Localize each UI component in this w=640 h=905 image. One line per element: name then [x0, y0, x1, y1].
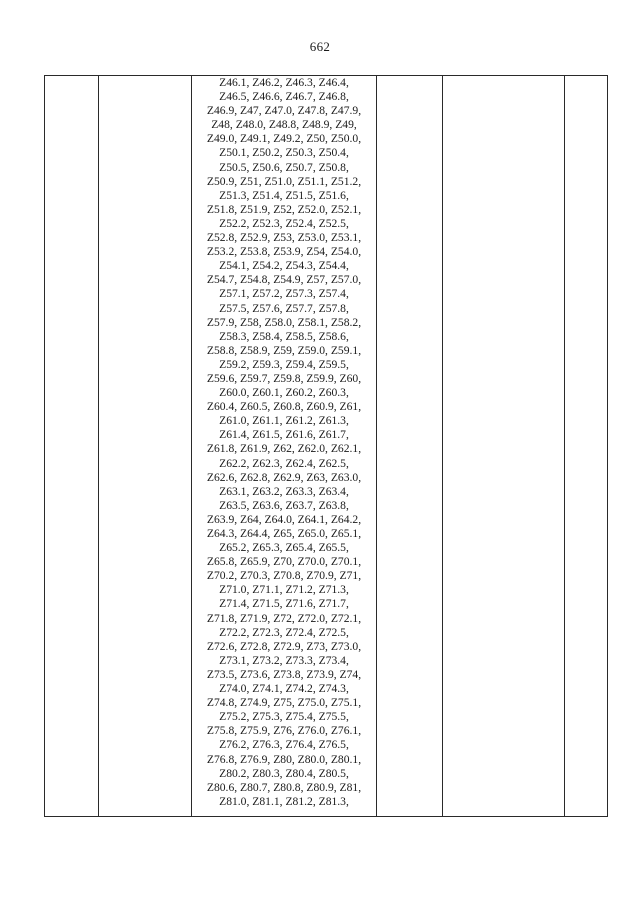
code-line: Z64.3, Z64.4, Z65, Z65.0, Z65.1, [206, 527, 362, 540]
code-line: Z71.8, Z71.9, Z72, Z72.0, Z72.1, [206, 611, 362, 625]
code-line: Z52.2, Z52.3, Z52.4, Z52.5, [219, 216, 349, 230]
code-line: Z50.1, Z50.2, Z50.3, Z50.4, [219, 146, 349, 160]
table-cell-col1 [45, 76, 99, 817]
code-line: Z65.8, Z65.9, Z70, Z70.0, Z70.1, [206, 555, 362, 569]
code-line: Z52.8, Z52.9, Z53, Z53.0, Z53.1, [206, 231, 362, 245]
code-line: Z59.6, Z59.7, Z59.8, Z59.9, Z60, [206, 371, 362, 385]
code-line: Z54.7, Z54.8, Z54.9, Z57, Z57.0, [206, 273, 362, 287]
code-line: Z63.9, Z64, Z64.0, Z64.1, Z64.2, [206, 512, 362, 526]
code-line: Z46.1, Z46.2, Z46.3, Z46.4, [219, 76, 349, 89]
code-line: Z76.8, Z76.9, Z80, Z80.0, Z80.1, [206, 752, 362, 766]
code-line: Z74.0, Z74.1, Z74.2, Z74.3, [219, 682, 349, 696]
code-line: Z59.2, Z59.3, Z59.4, Z59.5, [219, 357, 349, 371]
code-line: Z72.6, Z72.8, Z72.9, Z73, Z73.0, [206, 639, 362, 653]
code-line: Z63.1, Z63.2, Z63.3, Z63.4, [219, 484, 349, 498]
code-line: Z61.8, Z61.9, Z62, Z62.0, Z62.1, [206, 442, 362, 456]
code-line: Z50.9, Z51, Z51.0, Z51.1, Z51.2, [206, 174, 362, 188]
table-row [45, 76, 608, 817]
code-line: Z74.8, Z74.9, Z75, Z75.0, Z75.1, [206, 696, 362, 710]
code-line: Z70.2, Z70.3, Z70.8, Z70.9, Z71, [206, 569, 362, 583]
code-line: Z76.2, Z76.3, Z76.4, Z76.5, [219, 738, 349, 752]
code-line: Z46.9, Z47, Z47.0, Z47.8, Z47.9, [206, 104, 362, 118]
code-line: Z50.5, Z50.6, Z50.7, Z50.8, [219, 160, 349, 174]
code-line: Z51.8, Z51.9, Z52, Z52.0, Z52.1, [206, 202, 362, 216]
code-line: Z53.2, Z53.8, Z53.9, Z54, Z54.0, [206, 245, 362, 259]
code-line: Z46.5, Z46.6, Z46.7, Z46.8, [219, 90, 349, 104]
code-line: Z62.2, Z62.3, Z62.4, Z62.5, [219, 456, 349, 470]
code-line: Z80.2, Z80.3, Z80.4, Z80.5, [219, 766, 349, 780]
code-line: Z73.5, Z73.6, Z73.8, Z73.9, Z74, [206, 667, 362, 681]
code-line: Z75.8, Z75.9, Z76, Z76.0, Z76.1, [206, 724, 362, 738]
code-line: Z72.2, Z72.3, Z72.4, Z72.5, [219, 625, 349, 639]
code-line: Z57.1, Z57.2, Z57.3, Z57.4, [219, 287, 349, 301]
table-cell-col5 [443, 76, 565, 817]
table-cell-col2 [99, 76, 192, 817]
code-line: Z61.0, Z61.1, Z61.2, Z61.3, [219, 414, 349, 428]
table-cell-col6 [565, 76, 608, 817]
code-line: Z60.4, Z60.5, Z60.8, Z60.9, Z61, [206, 400, 362, 414]
code-line: Z71.0, Z71.1, Z71.2, Z71.3, [219, 583, 349, 597]
code-line: Z63.5, Z63.6, Z63.7, Z63.8, [219, 498, 349, 512]
code-line: Z60.0, Z60.1, Z60.2, Z60.3, [219, 386, 349, 400]
code-line: Z57.5, Z57.6, Z57.7, Z57.8, [219, 301, 349, 315]
code-line: Z54.1, Z54.2, Z54.3, Z54.4, [219, 259, 349, 273]
code-line: Z75.2, Z75.3, Z75.4, Z75.5, [219, 710, 349, 724]
code-line: Z62.6, Z62.8, Z62.9, Z63, Z63.0, [206, 470, 362, 484]
code-line: Z65.2, Z65.3, Z65.4, Z65.5, [219, 541, 349, 555]
code-line: Z51.3, Z51.4, Z51.5, Z51.6, [219, 188, 349, 202]
page-number: 662 [309, 39, 331, 54]
code-line: Z81.0, Z81.1, Z81.2, Z81.3, [219, 794, 349, 808]
code-line: Z58.3, Z58.4, Z58.5, Z58.6, [219, 329, 349, 343]
codes-table [44, 75, 608, 817]
code-line: Z73.1, Z73.2, Z73.3, Z73.4, [219, 653, 349, 667]
code-line: Z61.4, Z61.5, Z61.6, Z61.7, [219, 428, 349, 442]
diagnosis-codes-cell [192, 76, 377, 817]
code-line: Z80.6, Z80.7, Z80.8, Z80.9, Z81, [206, 780, 362, 794]
code-line: Z48, Z48.0, Z48.8, Z48.9, Z49, [211, 118, 357, 132]
code-line: Z71.4, Z71.5, Z71.6, Z71.7, [219, 597, 349, 611]
code-line: Z58.8, Z58.9, Z59, Z59.0, Z59.1, [206, 343, 362, 357]
code-line: Z57.9, Z58, Z58.0, Z58.1, Z58.2, [206, 315, 362, 329]
code-line: Z49.0, Z49.1, Z49.2, Z50, Z50.0, [206, 132, 362, 146]
table-cell-col4 [377, 76, 443, 817]
